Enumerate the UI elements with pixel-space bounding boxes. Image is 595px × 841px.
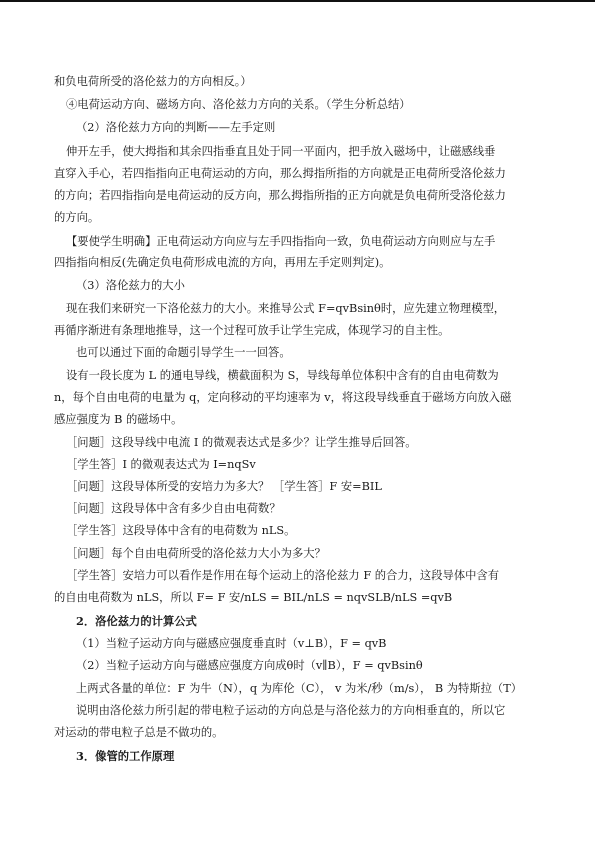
text-line: ［学生答］安培力可以看作是作用在每个运动上的洛伦兹力 F 的合力，这段导体中含有 bbox=[66, 569, 500, 582]
text-line: 四指指向相反(先确定负电荷形成电流的方向，再用左手定则判定)。 bbox=[54, 256, 391, 269]
text-line: ［问题］每个自由电荷所受的洛伦兹力大小为多大？ bbox=[66, 547, 326, 560]
formula-line: （1）当粒子运动方向与磁感应强度垂直时（v⊥B），F = qvB bbox=[76, 637, 387, 650]
text-line: 和负电荷所受的洛伦兹力的方向相反。） bbox=[54, 75, 252, 88]
section-heading: （3）洛伦兹力的大小 bbox=[76, 279, 185, 292]
text-line: n，每个自由电荷的电量为 q，定向移动的平均速率为 v，将这段导线垂直于磁场方向放入磁 bbox=[54, 391, 512, 404]
text-line: 设有一段长度为 L 的通电导线，横截面积为 S，导线每单位体积中含有的自由电荷数为 bbox=[66, 369, 499, 382]
text-line: ④电荷运动方向、磁场方向、洛伦兹力方向的关系。（学生分析总结） bbox=[66, 98, 411, 111]
section-heading: （2）洛伦兹力方向的判断——左手定则 bbox=[76, 121, 276, 134]
formula-line: （2）当粒子运动方向与磁感应强度方向成θ时（v∥B），F = qvBsinθ bbox=[76, 659, 423, 672]
text-line: ［问题］这段导体中含有多少自由电荷数？ bbox=[66, 502, 281, 515]
text-line: 的自由电荷数为 nLS，所以 F= F 安/nLS = BIL/nLS = nqvSLB/nLS =qvB bbox=[54, 591, 453, 604]
text-line: 的方向。 bbox=[54, 211, 100, 224]
text-line: ［学生答］I 的微观表达式为 I=nqSv bbox=[66, 458, 256, 471]
text-line: 直穿入手心，若四指指向正电荷运动的方向，那么拇指所指的方向就是正电荷所受洛伦兹力 bbox=[54, 167, 506, 180]
text-line: 再循序渐进有条理地推导，这一个过程可放手让学生完成，体现学习的自主性。 bbox=[54, 324, 450, 337]
text-line: ［问题］这段导体所受的安培力为多大？ ［学生答］F 安=BIL bbox=[66, 480, 382, 493]
text-line: 现在我们来研究一下洛伦兹力的大小。来推导公式 F=qvBsinθ时，应先建立物理模型， bbox=[66, 302, 506, 315]
text-line: 【要使学生明确】正电荷运动方向应与左手四指指向一致，负电荷运动方向则应与左手 bbox=[66, 235, 496, 248]
text-line: 感应强度为 B 的磁场中。 bbox=[54, 413, 183, 426]
text-line: 上两式各量的单位：F 为牛（N），q 为库伦（C）， v 为米/秒（m/s）， B 为特斯拉（T） bbox=[76, 682, 523, 695]
text-line: 的方向；若四指指向是电荷运动的反方向，那么拇指所指的正方向就是负电荷所受洛伦兹力 bbox=[54, 189, 506, 202]
section-heading: 3．像管的工作原理 bbox=[76, 749, 175, 763]
section-heading: 2．洛伦兹力的计算公式 bbox=[76, 614, 197, 628]
text-line: ［学生答］这段导体中含有的电荷数为 nLS。 bbox=[66, 524, 296, 537]
text-line: 伸开左手，使大拇指和其余四指垂直且处于同一平面内，把手放入磁场中，让磁感线垂 bbox=[66, 145, 496, 158]
text-line: 也可以通过下面的命题引导学生一一回答。 bbox=[76, 346, 291, 359]
text-line: ［问题］这段导线中电流 I 的微观表达式是多少？让学生推导后回答。 bbox=[66, 436, 417, 449]
text-line: 对运动的带电粒子总是不做功的。 bbox=[54, 726, 224, 739]
top-rule bbox=[0, 0, 595, 2]
text-line: 说明由洛伦兹力所引起的带电粒子运动的方向总是与洛伦兹力的方向相垂直的，所以它 bbox=[76, 704, 506, 717]
